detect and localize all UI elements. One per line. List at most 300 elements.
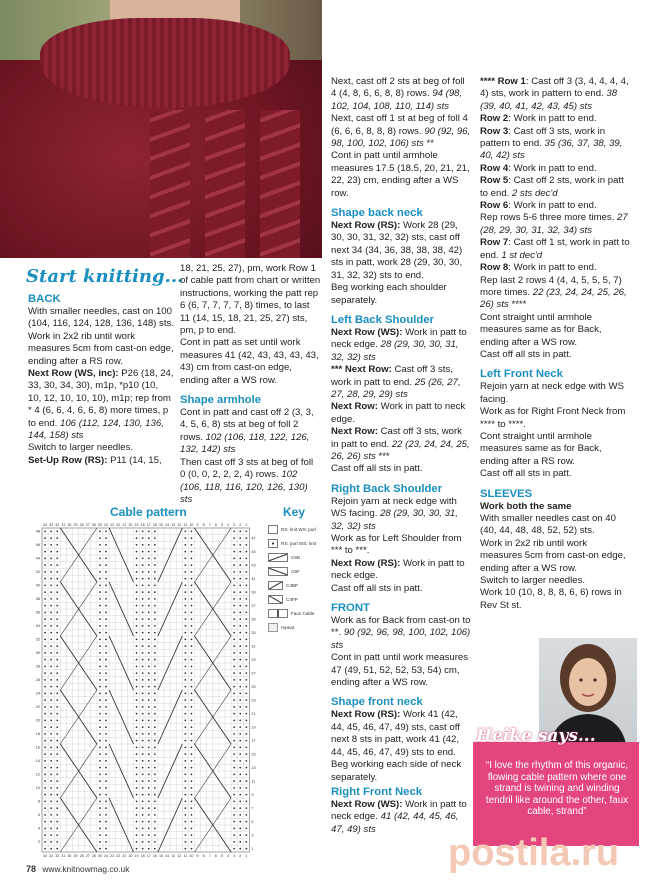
purl-dot xyxy=(44,699,46,701)
purl-dot xyxy=(99,618,101,620)
purl-dot xyxy=(148,834,150,836)
purl-dot xyxy=(105,632,107,634)
purl-dot xyxy=(233,645,235,647)
purl-dot xyxy=(233,807,235,809)
purl-dot xyxy=(191,753,193,755)
purl-dot xyxy=(184,821,186,823)
purl-dot xyxy=(142,544,144,546)
purl-dot xyxy=(142,706,144,708)
x-tick: 27 xyxy=(85,523,90,527)
x-tick: 26 xyxy=(91,523,96,527)
purl-dot xyxy=(105,692,107,694)
purl-dot xyxy=(136,740,138,742)
purl-dot xyxy=(44,551,46,553)
purl-dot xyxy=(233,557,235,559)
purl-dot xyxy=(233,618,235,620)
purl-dot xyxy=(56,659,58,661)
y-tick: 15 xyxy=(251,752,256,757)
x-tick: 2 xyxy=(239,523,242,527)
purl-dot xyxy=(154,638,156,640)
purl-dot xyxy=(239,767,241,769)
purl-dot xyxy=(239,726,241,728)
y-tick: 48 xyxy=(35,529,40,534)
purl-dot xyxy=(50,530,52,532)
purl-dot xyxy=(99,625,101,627)
purl-dot xyxy=(191,834,193,836)
purl-dot xyxy=(56,686,58,688)
purl-dot xyxy=(245,773,247,775)
purl-dot xyxy=(191,679,193,681)
purl-dot xyxy=(44,686,46,688)
purl-dot xyxy=(154,827,156,829)
purl-dot xyxy=(239,800,241,802)
purl-dot xyxy=(233,605,235,607)
purl-dot xyxy=(136,659,138,661)
purl-dot xyxy=(56,787,58,789)
purl-dot xyxy=(136,807,138,809)
purl-dot xyxy=(239,841,241,843)
purl-dot xyxy=(148,584,150,586)
purl-dot xyxy=(154,591,156,593)
purl-dot xyxy=(148,659,150,661)
purl-dot xyxy=(191,672,193,674)
purl-dot xyxy=(239,665,241,667)
purl-dot xyxy=(56,638,58,640)
purl-dot xyxy=(239,807,241,809)
purl-dot xyxy=(56,706,58,708)
purl-dot xyxy=(245,726,247,728)
purl-dot xyxy=(148,645,150,647)
purl-dot xyxy=(50,537,52,539)
purl-dot xyxy=(245,719,247,721)
shape-armhole-heading: Shape armhole xyxy=(180,394,261,407)
purl-dot xyxy=(191,638,193,640)
purl-dot xyxy=(184,814,186,816)
purl-dot xyxy=(191,591,193,593)
armhole-p2: Then cast off 3 sts at beg of foll 0 (0, 0, 2, 2, 2, 4) rows. 102 (106, 118, 116, 120, 126, 130) sts xyxy=(180,456,314,505)
purl-dot xyxy=(136,638,138,640)
purl-dot xyxy=(245,638,247,640)
purl-dot xyxy=(44,652,46,654)
purl-dot xyxy=(99,760,101,762)
purl-dot xyxy=(191,794,193,796)
key-item: C4BP xyxy=(268,578,324,592)
purl-dot xyxy=(245,713,247,715)
purl-dot xyxy=(99,706,101,708)
purl-dot xyxy=(44,807,46,809)
purl-dot xyxy=(105,814,107,816)
purl-dot xyxy=(142,551,144,553)
purl-dot xyxy=(50,665,52,667)
purl-dot xyxy=(191,659,193,661)
purl-dot xyxy=(233,564,235,566)
purl-dot xyxy=(56,767,58,769)
purl-dot xyxy=(99,530,101,532)
purl-dot xyxy=(44,719,46,721)
y-tick: 33 xyxy=(251,630,256,635)
x-tick: 12 xyxy=(177,523,182,527)
y-tick: 16 xyxy=(35,745,40,750)
purl-dot xyxy=(239,746,241,748)
purl-dot xyxy=(99,665,101,667)
purl-dot xyxy=(233,713,235,715)
purl-dot xyxy=(99,848,101,850)
purl-dot xyxy=(233,827,235,829)
purl-dot xyxy=(50,618,52,620)
armhole-p1: Cont in patt and cast off 2 (3, 3, 4, 5, 6, 8) sts at beg of foll 2 rows. 102 (106, 118, 122, 126, 132, 142) sts xyxy=(180,407,314,456)
purl-dot xyxy=(105,767,107,769)
purl-dot xyxy=(233,584,235,586)
purl-dot xyxy=(99,584,101,586)
purl-dot xyxy=(136,753,138,755)
y-tick: 5 xyxy=(251,819,254,824)
purl-dot xyxy=(233,672,235,674)
y-tick: 25 xyxy=(251,684,256,689)
purl-dot xyxy=(105,800,107,802)
purl-dot xyxy=(184,733,186,735)
purl-dot xyxy=(148,713,150,715)
purl-dot xyxy=(184,659,186,661)
purl-dot xyxy=(105,652,107,654)
purl-dot xyxy=(148,841,150,843)
purl-dot xyxy=(233,659,235,661)
purl-dot xyxy=(56,807,58,809)
purl-dot xyxy=(184,544,186,546)
purl-dot xyxy=(142,618,144,620)
purl-dot xyxy=(148,767,150,769)
purl-dot xyxy=(44,794,46,796)
purl-dot xyxy=(154,767,156,769)
y-tick: 13 xyxy=(251,765,256,770)
purl-dot xyxy=(56,726,58,728)
purl-dot xyxy=(191,544,193,546)
purl-dot xyxy=(50,713,52,715)
purl-dot xyxy=(233,848,235,850)
rbs-rejoin: Rejoin yarn at neck edge with WS facing. 28 (29, 30, 30, 31, 32, 32) sts xyxy=(331,495,458,532)
purl-dot xyxy=(245,848,247,850)
purl-dot xyxy=(99,571,101,573)
purl-dot xyxy=(148,638,150,640)
rbs-row: Next Row (RS): Work in patt to neck edge. xyxy=(331,557,465,582)
purl-dot xyxy=(105,807,107,809)
purl-dot xyxy=(50,807,52,809)
purl-dot xyxy=(245,740,247,742)
purl-dot xyxy=(154,530,156,532)
y-tick: 2 xyxy=(37,840,40,845)
y-tick: 30 xyxy=(35,651,40,656)
purl-dot xyxy=(154,821,156,823)
purl-dot xyxy=(44,679,46,681)
purl-dot xyxy=(105,760,107,762)
purl-dot xyxy=(105,659,107,661)
purl-dot xyxy=(136,557,138,559)
cable-pattern-title: Cable pattern xyxy=(110,505,187,519)
purl-dot xyxy=(142,753,144,755)
x-tick: 28 xyxy=(79,854,84,858)
purl-dot xyxy=(154,699,156,701)
purl-dot xyxy=(50,578,52,580)
purl-dot xyxy=(99,591,101,593)
purl-dot xyxy=(142,692,144,694)
x-tick: 16 xyxy=(152,523,157,527)
purl-dot xyxy=(50,611,52,613)
purl-dot xyxy=(233,578,235,580)
purl-dot xyxy=(105,557,107,559)
x-tick: 14 xyxy=(165,854,170,858)
purl-dot xyxy=(191,686,193,688)
purl-dot xyxy=(50,557,52,559)
x-tick: 18 xyxy=(140,854,145,858)
left-back-shoulder-heading: Left Back Shoulder xyxy=(331,313,434,326)
purl-dot xyxy=(105,611,107,613)
purl-dot xyxy=(184,794,186,796)
rfn-row7: Row 7: Cast off 1 st, work in patt to end. 1 st dec'd xyxy=(480,237,630,261)
purl-dot xyxy=(105,679,107,681)
purl-dot xyxy=(56,645,58,647)
purl-dot xyxy=(136,551,138,553)
purl-dot xyxy=(233,544,235,546)
purl-dot xyxy=(148,686,150,688)
purl-dot xyxy=(142,827,144,829)
purl-dot xyxy=(245,753,247,755)
purl-dot xyxy=(105,746,107,748)
rfn-row5: Row 5: Cast off 2 sts, work in patt to end. 2 sts dec'd xyxy=(480,175,624,199)
key-item: RS: knit WS: purl xyxy=(268,522,324,536)
purl-dot xyxy=(142,713,144,715)
x-tick: 15 xyxy=(158,854,163,858)
purl-dot xyxy=(105,773,107,775)
purl-dot xyxy=(154,834,156,836)
x-tick: 20 xyxy=(128,523,133,527)
purl-dot xyxy=(105,821,107,823)
purl-dot xyxy=(99,814,101,816)
purl-dot xyxy=(105,713,107,715)
purl-dot xyxy=(154,672,156,674)
purl-dot xyxy=(44,578,46,580)
purl-dot xyxy=(136,706,138,708)
purl-dot xyxy=(245,632,247,634)
purl-dot xyxy=(50,571,52,573)
x-tick: 28 xyxy=(79,523,84,527)
purl-dot xyxy=(50,787,52,789)
x-tick: 26 xyxy=(91,854,96,858)
purl-dot xyxy=(245,767,247,769)
heike-quote: “I love the rhythm of this organic, flowing cable pattern where one strand is twining and winding tendril like around the other, faux cable, strand” xyxy=(485,760,629,818)
rfn-row1: **** Row 1: Cast off 3 (3, 4, 4, 4, 4, 4) sts, work in pattern to end. 38 (39, 40, 41, 42, 43, 45) sts xyxy=(480,76,629,112)
y-tick: 1 xyxy=(251,846,254,851)
purl-dot xyxy=(154,625,156,627)
purl-dot xyxy=(44,740,46,742)
purl-dot xyxy=(233,699,235,701)
purl-dot xyxy=(233,800,235,802)
purl-dot xyxy=(142,814,144,816)
purl-dot xyxy=(245,699,247,701)
back-setup: Set-Up Row (RS): P11 (14, 15, xyxy=(28,454,162,466)
purl-dot xyxy=(56,699,58,701)
purl-dot xyxy=(154,787,156,789)
purl-dot xyxy=(184,652,186,654)
purl-dot xyxy=(154,598,156,600)
purl-dot xyxy=(136,800,138,802)
purl-dot xyxy=(233,638,235,640)
purl-dot xyxy=(148,726,150,728)
purl-dot xyxy=(44,530,46,532)
purl-dot xyxy=(184,740,186,742)
purl-dot xyxy=(239,686,241,688)
purl-dot xyxy=(154,611,156,613)
x-tick: 32 xyxy=(55,854,60,858)
purl-dot xyxy=(142,773,144,775)
purl-dot xyxy=(233,794,235,796)
rfn-castoff: Cast off all sts in patt. xyxy=(480,348,572,360)
purl-dot xyxy=(191,713,193,715)
purl-dot xyxy=(154,605,156,607)
purl-dot xyxy=(136,827,138,829)
key-item: Faux Cable xyxy=(268,606,324,620)
purl-dot xyxy=(154,794,156,796)
purl-dot xyxy=(233,632,235,634)
purl-dot xyxy=(99,733,101,735)
y-tick: 35 xyxy=(251,617,256,622)
purl-dot xyxy=(233,679,235,681)
purl-dot xyxy=(50,726,52,728)
purl-dot xyxy=(233,767,235,769)
purl-dot xyxy=(99,821,101,823)
purl-dot xyxy=(44,706,46,708)
purl-dot xyxy=(136,814,138,816)
purl-dot xyxy=(44,584,46,586)
purl-dot xyxy=(154,679,156,681)
purl-dot xyxy=(148,760,150,762)
y-tick: 43 xyxy=(251,563,256,568)
purl-dot xyxy=(184,625,186,627)
purl-dot xyxy=(105,719,107,721)
key-item: C6F xyxy=(268,564,324,578)
purl-dot xyxy=(44,834,46,836)
purl-dot xyxy=(184,713,186,715)
x-tick: 19 xyxy=(134,854,139,858)
purl-dot xyxy=(136,665,138,667)
purl-dot xyxy=(99,598,101,600)
purl-dot xyxy=(184,726,186,728)
purl-dot xyxy=(142,530,144,532)
purl-dot xyxy=(44,760,46,762)
heike-says-label: Heike says... xyxy=(476,726,596,746)
purl-dot xyxy=(148,800,150,802)
purl-dot xyxy=(191,564,193,566)
purl-dot xyxy=(184,753,186,755)
front-p1: Work as for Back from cast-on to **. 90 (92, 96, 98, 100, 102, 106) sts xyxy=(331,615,471,651)
purl-dot xyxy=(154,659,156,661)
purl-dot xyxy=(136,564,138,566)
x-tick: 2 xyxy=(239,854,242,858)
rfn-cont: Cont straight until armhole measures same as for Back, ending after a WS row. xyxy=(480,311,602,348)
purl-dot xyxy=(148,699,150,701)
purl-dot xyxy=(191,578,193,580)
purl-dot xyxy=(184,834,186,836)
purl-dot xyxy=(239,713,241,715)
x-tick: 21 xyxy=(122,854,127,858)
purl-dot xyxy=(50,659,52,661)
purl-dot xyxy=(44,564,46,566)
purl-dot xyxy=(245,814,247,816)
purl-dot xyxy=(233,834,235,836)
purl-dot xyxy=(191,611,193,613)
purl-dot xyxy=(50,692,52,694)
purl-dot xyxy=(142,679,144,681)
purl-dot xyxy=(239,821,241,823)
purl-dot xyxy=(154,686,156,688)
purl-dot xyxy=(44,537,46,539)
purl-dot xyxy=(105,706,107,708)
purl-dot xyxy=(233,625,235,627)
column-1 xyxy=(28,292,174,467)
y-tick: 37 xyxy=(251,603,256,608)
x-tick: 30 xyxy=(67,854,72,858)
purl-dot xyxy=(99,605,101,607)
purl-dot xyxy=(148,679,150,681)
x-tick: 27 xyxy=(85,854,90,858)
y-tick: 31 xyxy=(251,644,256,649)
y-tick: 39 xyxy=(251,590,256,595)
purl-dot xyxy=(44,571,46,573)
purl-dot xyxy=(56,584,58,586)
x-tick: 13 xyxy=(171,854,176,858)
purl-dot xyxy=(191,598,193,600)
purl-dot xyxy=(105,834,107,836)
purl-dot xyxy=(245,584,247,586)
purl-dot xyxy=(245,611,247,613)
purl-dot xyxy=(56,665,58,667)
x-tick: 7 xyxy=(208,854,211,858)
purl-dot xyxy=(44,733,46,735)
purl-dot xyxy=(191,787,193,789)
purl-dot xyxy=(239,578,241,580)
purl-dot xyxy=(239,598,241,600)
x-tick: 29 xyxy=(73,523,78,527)
purl-dot xyxy=(239,652,241,654)
purl-dot xyxy=(136,591,138,593)
purl-dot xyxy=(99,746,101,748)
purl-dot xyxy=(50,746,52,748)
purl-dot xyxy=(44,544,46,546)
purl-dot xyxy=(245,652,247,654)
y-tick: 28 xyxy=(35,664,40,669)
x-tick: 5 xyxy=(220,854,223,858)
purl-dot xyxy=(136,848,138,850)
purl-dot xyxy=(44,611,46,613)
purl-dot xyxy=(245,591,247,593)
purl-dot xyxy=(44,848,46,850)
purl-dot xyxy=(105,551,107,553)
purl-dot xyxy=(239,692,241,694)
purl-dot xyxy=(154,746,156,748)
x-tick: 13 xyxy=(171,523,176,527)
purl-dot xyxy=(245,571,247,573)
purl-dot xyxy=(44,746,46,748)
purl-dot xyxy=(148,598,150,600)
lfn-p3: Cont straight until armhole measures same as for Back, ending after a RS row. xyxy=(480,430,602,467)
purl-dot xyxy=(142,726,144,728)
x-tick: 18 xyxy=(140,523,145,527)
purl-dot xyxy=(148,733,150,735)
purl-dot xyxy=(142,665,144,667)
right-front-neck-heading: Right Front Neck xyxy=(331,785,423,798)
purl-dot xyxy=(239,827,241,829)
x-tick: 24 xyxy=(104,854,109,858)
front-p2: Cont in patt until work measures 47 (49, 51, 52, 52, 53, 54) cm, ending after a WS row. xyxy=(331,652,469,689)
purl-dot xyxy=(44,713,46,715)
